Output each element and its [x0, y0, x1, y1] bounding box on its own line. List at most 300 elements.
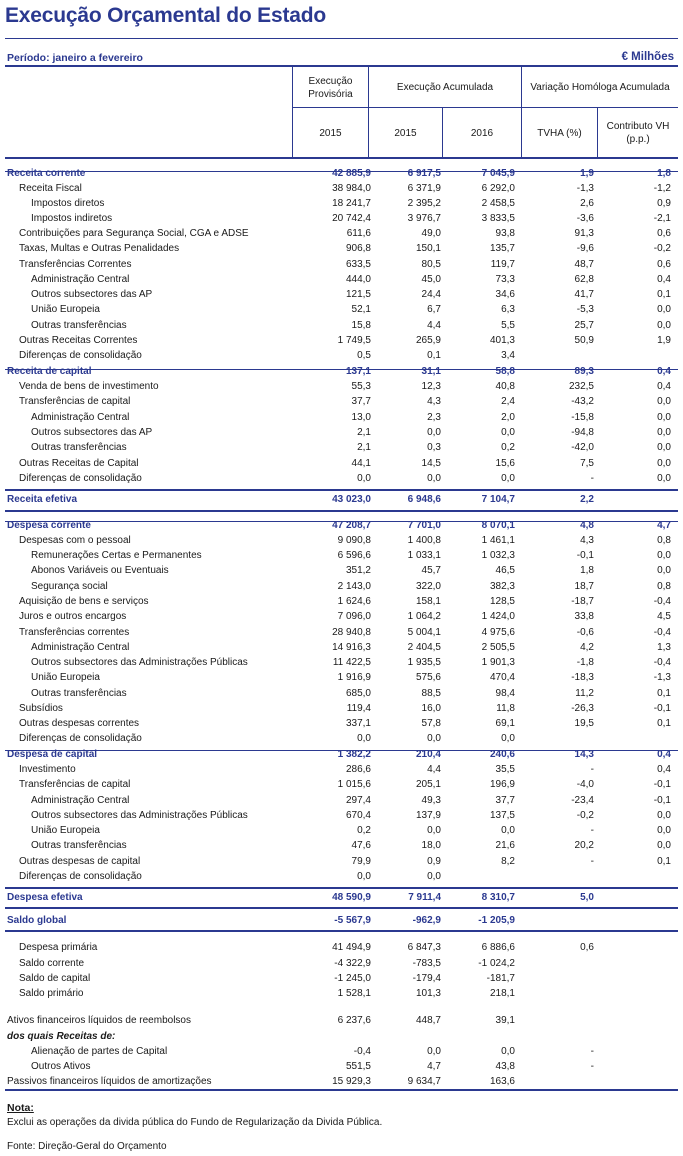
cell-value: 137,9: [415, 810, 441, 821]
cell-value: 4 975,6: [481, 627, 515, 638]
row-label: Abonos Variáveis ou Eventuais: [31, 565, 169, 576]
cell-value: 575,6: [415, 672, 441, 683]
cell-value: 3,4: [501, 350, 515, 361]
cell-value: 470,4: [489, 672, 515, 683]
cell-value: 1 400,8: [407, 535, 441, 546]
cell-value: 0,0: [357, 473, 371, 484]
row-label: Outras transferências: [31, 320, 127, 331]
cell-value: 73,3: [495, 274, 515, 285]
cell-value: 670,4: [345, 810, 371, 821]
cell-value: 48,7: [574, 259, 594, 270]
cell-value: 4,3: [580, 535, 594, 546]
cell-value: 79,9: [351, 856, 371, 867]
table-row: [5, 823, 678, 838]
cell-value: 351,2: [345, 565, 371, 576]
table-row: [5, 287, 678, 302]
cell-value: 4,2: [580, 642, 594, 653]
cell-value: 49,0: [421, 228, 441, 239]
table-row: [5, 655, 678, 670]
cell-value: 1 528,1: [337, 988, 371, 999]
table-row: [5, 777, 678, 792]
row-label: Outros subsectores das Administrações Públicas: [31, 657, 248, 668]
cell-value: -94,8: [571, 427, 594, 438]
cell-value: 9 090,8: [337, 535, 371, 546]
row-label: Remunerações Certas e Permanentes: [31, 550, 202, 561]
row-label: Subsídios: [19, 703, 63, 714]
cell-value: 2,0: [501, 412, 515, 423]
table-row: [5, 348, 678, 363]
cell-value: 6 371,9: [407, 183, 441, 194]
cell-value: 5,5: [501, 320, 515, 331]
row-label: Transferências de capital: [19, 779, 131, 790]
header-variacao-homologa: Variação Homóloga Acumulada: [530, 82, 670, 93]
row-label: Receita de capital: [7, 366, 92, 377]
cell-value: 8,2: [501, 856, 515, 867]
table-row: [5, 272, 678, 287]
table-rule: [5, 1089, 678, 1091]
table-row: [5, 333, 678, 348]
cell-value: -0,4: [653, 596, 671, 607]
cell-value: 5,0: [580, 892, 594, 903]
table-row: [5, 701, 678, 716]
cell-value: 150,1: [415, 243, 441, 254]
cell-value: 89,3: [574, 366, 594, 377]
cell-value: 0,1: [657, 688, 671, 699]
cell-value: 0,5: [357, 350, 371, 361]
cell-value: 0,0: [657, 304, 671, 315]
cell-value: 0,1: [657, 289, 671, 300]
cell-value: 137,1: [345, 366, 371, 377]
cell-value: 4,8: [580, 520, 594, 531]
cell-value: 14,5: [421, 458, 441, 469]
cell-value: 18 241,7: [332, 198, 371, 209]
cell-value: 19,5: [574, 718, 594, 729]
row-label: Diferenças de consolidação: [19, 871, 142, 882]
cell-value: 44,1: [351, 458, 371, 469]
table-row: [5, 1029, 678, 1044]
cell-value: 42 885,9: [332, 168, 371, 179]
cell-value: 0,0: [657, 442, 671, 453]
cell-value: 0,0: [427, 825, 441, 836]
header-year-2016: 2016: [470, 128, 494, 139]
table-rule: [5, 930, 678, 932]
cell-value: 1 461,1: [481, 535, 515, 546]
header-execucao-provisoria: Execução Provisória: [308, 76, 353, 100]
table-row: [5, 410, 678, 425]
cell-value: -1 245,0: [334, 973, 371, 984]
cell-value: 3 833,5: [481, 213, 515, 224]
cell-value: 11,2: [575, 688, 594, 699]
cell-value: 25,7: [574, 320, 594, 331]
cell-value: 0,0: [657, 396, 671, 407]
cell-value: -3,6: [576, 213, 594, 224]
cell-value: 69,1: [495, 718, 515, 729]
cell-value: 4,7: [657, 520, 671, 531]
cell-value: -: [590, 473, 594, 484]
cell-value: 0,0: [357, 871, 371, 882]
units-label: € Milhões: [621, 51, 674, 63]
table-row: [5, 226, 678, 241]
cell-value: 240,6: [489, 749, 515, 760]
cell-value: 1,9: [657, 335, 671, 346]
cell-value: 18,0: [421, 840, 441, 851]
cell-value: 6,7: [427, 304, 441, 315]
title-rule: [5, 38, 678, 39]
cell-value: 0,0: [427, 473, 441, 484]
cell-value: 1 424,0: [481, 611, 515, 622]
cell-value: -0,4: [653, 657, 671, 668]
cell-value: 8 310,7: [481, 892, 515, 903]
cell-value: 0,9: [427, 856, 441, 867]
cell-value: 21,6: [495, 840, 515, 851]
row-label: Transferências Correntes: [19, 259, 132, 270]
cell-value: -5,3: [576, 304, 594, 315]
cell-value: 14 916,3: [332, 642, 371, 653]
cell-value: 7 045,9: [481, 168, 515, 179]
table-row: [5, 394, 678, 409]
table-row: [5, 241, 678, 256]
cell-value: 210,4: [415, 749, 441, 760]
cell-value: 0,0: [357, 733, 371, 744]
cell-value: 1 624,6: [337, 596, 371, 607]
cell-value: 265,9: [415, 335, 441, 346]
cell-value: 2,6: [580, 198, 594, 209]
table-row: [5, 808, 678, 823]
row-label: União Europeia: [31, 304, 100, 315]
cell-value: 93,8: [495, 228, 515, 239]
cell-value: -: [590, 1046, 594, 1057]
table-rule: [5, 369, 678, 370]
cell-value: 6 237,6: [337, 1015, 371, 1026]
cell-value: 1 064,2: [407, 611, 441, 622]
cell-value: -: [590, 856, 594, 867]
cell-value: 1 901,3: [481, 657, 515, 668]
header-year-provisoria: 2015: [319, 128, 342, 139]
row-label: Outros Ativos: [31, 1061, 91, 1072]
table-row: [5, 1044, 678, 1059]
row-label: Impostos indiretos: [31, 213, 113, 224]
source-text: Fonte: Direção-Geral do Orçamento: [7, 1141, 167, 1152]
cell-value: 0,0: [427, 427, 441, 438]
page-title: Execução Orçamental do Estado: [5, 4, 326, 27]
table-row: [5, 609, 678, 624]
cell-value: 0,6: [657, 228, 671, 239]
row-label: Despesa de capital: [7, 749, 98, 760]
cell-value: 1 916,9: [337, 672, 371, 683]
cell-value: 6 596,6: [337, 550, 371, 561]
row-label: Outras transferências: [31, 442, 127, 453]
cell-value: -1,8: [576, 657, 594, 668]
cell-value: 6 847,3: [407, 942, 441, 953]
cell-value: 1,8: [580, 565, 594, 576]
table-row: [5, 302, 678, 317]
table-row: [5, 838, 678, 853]
row-label: Administração Central: [31, 795, 130, 806]
cell-value: 24,4: [421, 289, 441, 300]
cell-value: 906,8: [345, 243, 371, 254]
cell-value: 35,5: [495, 764, 515, 775]
table-row: [5, 181, 678, 196]
cell-value: 12,3: [421, 381, 441, 392]
row-label: Receita Fiscal: [19, 183, 82, 194]
cell-value: 15 929,3: [332, 1076, 371, 1087]
row-label: Saldo primário: [19, 988, 84, 999]
cell-value: 128,5: [489, 596, 515, 607]
header-execucao-acumulada: Execução Acumulada: [396, 82, 494, 93]
cell-value: 0,0: [657, 412, 671, 423]
cell-value: -4 322,9: [334, 958, 371, 969]
cell-value: -26,3: [571, 703, 594, 714]
cell-value: 7 911,4: [408, 892, 441, 903]
cell-value: -181,7: [486, 973, 515, 984]
cell-value: 11,8: [496, 703, 515, 714]
row-label: União Europeia: [31, 672, 100, 683]
row-label: Aquisição de bens e serviços: [19, 596, 149, 607]
cell-value: 0,0: [657, 550, 671, 561]
cell-value: -179,4: [412, 973, 441, 984]
row-label: Outras despesas correntes: [19, 718, 140, 729]
table-row: [5, 1013, 678, 1028]
cell-value: -9,6: [576, 243, 594, 254]
cell-value: 43,8: [495, 1061, 515, 1072]
cell-value: -1,2: [653, 183, 671, 194]
cell-value: 18,7: [574, 581, 594, 592]
table-row: [5, 716, 678, 731]
table-row: [5, 1074, 678, 1089]
cell-value: -0,1: [653, 703, 671, 714]
cell-value: 135,7: [489, 243, 515, 254]
row-label: Despesa primária: [19, 942, 98, 953]
cell-value: 0,2: [501, 442, 515, 453]
table-row: [5, 640, 678, 655]
cell-value: 2 404,5: [407, 642, 441, 653]
cell-value: 1 033,1: [407, 550, 441, 561]
cell-value: 1 382,2: [337, 749, 371, 760]
row-label: Receita corrente: [7, 168, 86, 179]
cell-value: 448,7: [415, 1015, 441, 1026]
cell-value: 7 096,0: [337, 611, 371, 622]
table-row: [5, 440, 678, 455]
row-label: Outras transferências: [31, 840, 127, 851]
row-label: Despesas com o pessoal: [19, 535, 131, 546]
table-row: [5, 166, 678, 181]
cell-value: 7 701,0: [407, 520, 441, 531]
cell-value: 6 886,6: [481, 942, 515, 953]
cell-value: 40,8: [495, 381, 515, 392]
cell-value: 0,1: [657, 856, 671, 867]
header-contributo: Contributo VH (p.p.): [606, 121, 670, 145]
cell-value: -0,6: [576, 627, 594, 638]
cell-value: 39,1: [495, 1015, 515, 1026]
cell-value: 80,5: [421, 259, 441, 270]
cell-value: 13,0: [351, 412, 371, 423]
cell-value: -18,3: [571, 672, 594, 683]
cell-value: 685,0: [345, 688, 371, 699]
cell-value: -0,1: [653, 795, 671, 806]
cell-value: 1,3: [657, 642, 671, 653]
cell-value: 0,1: [657, 718, 671, 729]
cell-value: 0,0: [657, 473, 671, 484]
cell-value: 337,1: [345, 718, 371, 729]
row-label: Juros e outros encargos: [19, 611, 127, 622]
cell-value: 37,7: [351, 396, 371, 407]
cell-value: 43 023,0: [332, 494, 371, 505]
cell-value: 1,8: [657, 168, 671, 179]
cell-value: 1 032,3: [481, 550, 515, 561]
header-year-2015: 2015: [394, 128, 417, 139]
row-label: Outros subsectores das AP: [31, 427, 153, 438]
cell-value: 3 976,7: [407, 213, 441, 224]
row-label: Passivos financeiros líquidos de amortizações: [7, 1076, 212, 1087]
cell-value: 0,0: [657, 825, 671, 836]
cell-value: -783,5: [412, 958, 441, 969]
table-row: [5, 854, 678, 869]
row-label: Venda de bens de investimento: [19, 381, 159, 392]
table-row: [5, 364, 678, 379]
cell-value: -1 024,2: [478, 958, 515, 969]
table-row: [5, 492, 678, 507]
table-row: [5, 869, 678, 884]
row-label: Despesa efetiva: [7, 892, 83, 903]
cell-value: 0,0: [657, 320, 671, 331]
cell-value: 6 948,6: [407, 494, 441, 505]
cell-value: 0,6: [657, 259, 671, 270]
cell-value: 0,9: [657, 198, 671, 209]
cell-value: 33,8: [574, 611, 594, 622]
row-label: Outras transferências: [31, 688, 127, 699]
cell-value: -2,1: [653, 213, 671, 224]
row-label: Administração Central: [31, 274, 130, 285]
cell-value: -23,4: [571, 795, 594, 806]
table-rule: [5, 521, 678, 522]
cell-value: -18,7: [571, 596, 594, 607]
cell-value: 98,4: [495, 688, 515, 699]
row-label: Despesa corrente: [7, 520, 91, 531]
cell-value: 45,0: [421, 274, 441, 285]
cell-value: 4,4: [427, 764, 441, 775]
table-row: [5, 890, 678, 905]
cell-value: 382,3: [489, 581, 515, 592]
row-label: Outros subsectores das AP: [31, 289, 153, 300]
table-row: [5, 196, 678, 211]
table-row: [5, 762, 678, 777]
row-label: Transferências correntes: [19, 627, 130, 638]
cell-value: 551,5: [345, 1061, 371, 1072]
cell-value: 55,3: [351, 381, 371, 392]
table-row: [5, 594, 678, 609]
cell-value: 297,4: [345, 795, 371, 806]
cell-value: 196,9: [489, 779, 515, 790]
cell-value: 0,4: [657, 381, 671, 392]
cell-value: 58,8: [495, 366, 515, 377]
table-row: [5, 670, 678, 685]
cell-value: 0,0: [427, 1046, 441, 1057]
cell-value: -0,4: [653, 627, 671, 638]
table-row: [5, 471, 678, 486]
table-row: [5, 940, 678, 955]
cell-value: 9 634,7: [407, 1076, 441, 1087]
table-row: [5, 1059, 678, 1074]
cell-value: 2,4: [501, 396, 515, 407]
row-label: União Europeia: [31, 825, 100, 836]
cell-value: -0,1: [576, 550, 594, 561]
cell-value: 28 940,8: [332, 627, 371, 638]
cell-value: 62,8: [574, 274, 594, 285]
cell-value: -0,2: [653, 243, 671, 254]
cell-value: 45,7: [421, 565, 441, 576]
cell-value: -0,1: [653, 779, 671, 790]
table-row: [5, 986, 678, 1001]
table-rule: [5, 510, 678, 512]
cell-value: 14,3: [574, 749, 594, 760]
cell-value: 286,6: [345, 764, 371, 775]
cell-value: 205,1: [415, 779, 441, 790]
cell-value: -15,8: [571, 412, 594, 423]
cell-value: 34,6: [495, 289, 515, 300]
cell-value: 2,1: [357, 427, 371, 438]
cell-value: 4,4: [427, 320, 441, 331]
cell-value: 0,2: [357, 825, 371, 836]
table-row: [5, 956, 678, 971]
cell-value: -0,2: [576, 810, 594, 821]
cell-value: 0,4: [657, 749, 671, 760]
table-row: [5, 686, 678, 701]
cell-value: 6 292,0: [481, 183, 515, 194]
cell-value: 2,3: [427, 412, 441, 423]
cell-value: 0,0: [427, 871, 441, 882]
row-label: Taxas, Multas e Outras Penalidades: [19, 243, 180, 254]
cell-value: 322,0: [415, 581, 441, 592]
cell-value: 0,0: [657, 458, 671, 469]
cell-value: 38 984,0: [332, 183, 371, 194]
row-label: Outras Receitas de Capital: [19, 458, 139, 469]
cell-value: -: [590, 825, 594, 836]
cell-value: 611,6: [346, 228, 371, 239]
cell-value: 0,3: [427, 442, 441, 453]
cell-value: 2 143,0: [337, 581, 371, 592]
cell-value: 4,3: [427, 396, 441, 407]
cell-value: 31,1: [421, 366, 441, 377]
cell-value: 0,0: [657, 427, 671, 438]
cell-value: 0,0: [501, 733, 515, 744]
row-label: Saldo global: [7, 915, 67, 926]
cell-value: 0,0: [501, 427, 515, 438]
cell-value: 0,0: [427, 733, 441, 744]
row-label: Administração Central: [31, 642, 130, 653]
row-label: Ativos financeiros líquidos de reembolsos: [7, 1015, 191, 1026]
cell-value: 0,1: [427, 350, 441, 361]
cell-value: 444,0: [345, 274, 371, 285]
cell-value: -1 205,9: [478, 915, 515, 926]
cell-value: 1 749,5: [337, 335, 371, 346]
cell-value: 47 208,7: [332, 520, 371, 531]
cell-value: 0,0: [501, 473, 515, 484]
cell-value: 57,8: [421, 718, 441, 729]
table-row: [5, 318, 678, 333]
cell-value: 0,4: [657, 764, 671, 775]
table-row: [5, 913, 678, 928]
row-label: Alienação de partes de Capital: [31, 1046, 168, 1057]
row-label: Impostos diretos: [31, 198, 105, 209]
cell-value: 11 422,5: [332, 657, 371, 668]
table-row: [5, 425, 678, 440]
header-subrule: [292, 107, 678, 108]
cell-value: 0,4: [657, 366, 671, 377]
cell-value: 0,0: [657, 810, 671, 821]
cell-value: 50,9: [574, 335, 594, 346]
cell-value: 91,3: [574, 228, 594, 239]
table-row: [5, 563, 678, 578]
